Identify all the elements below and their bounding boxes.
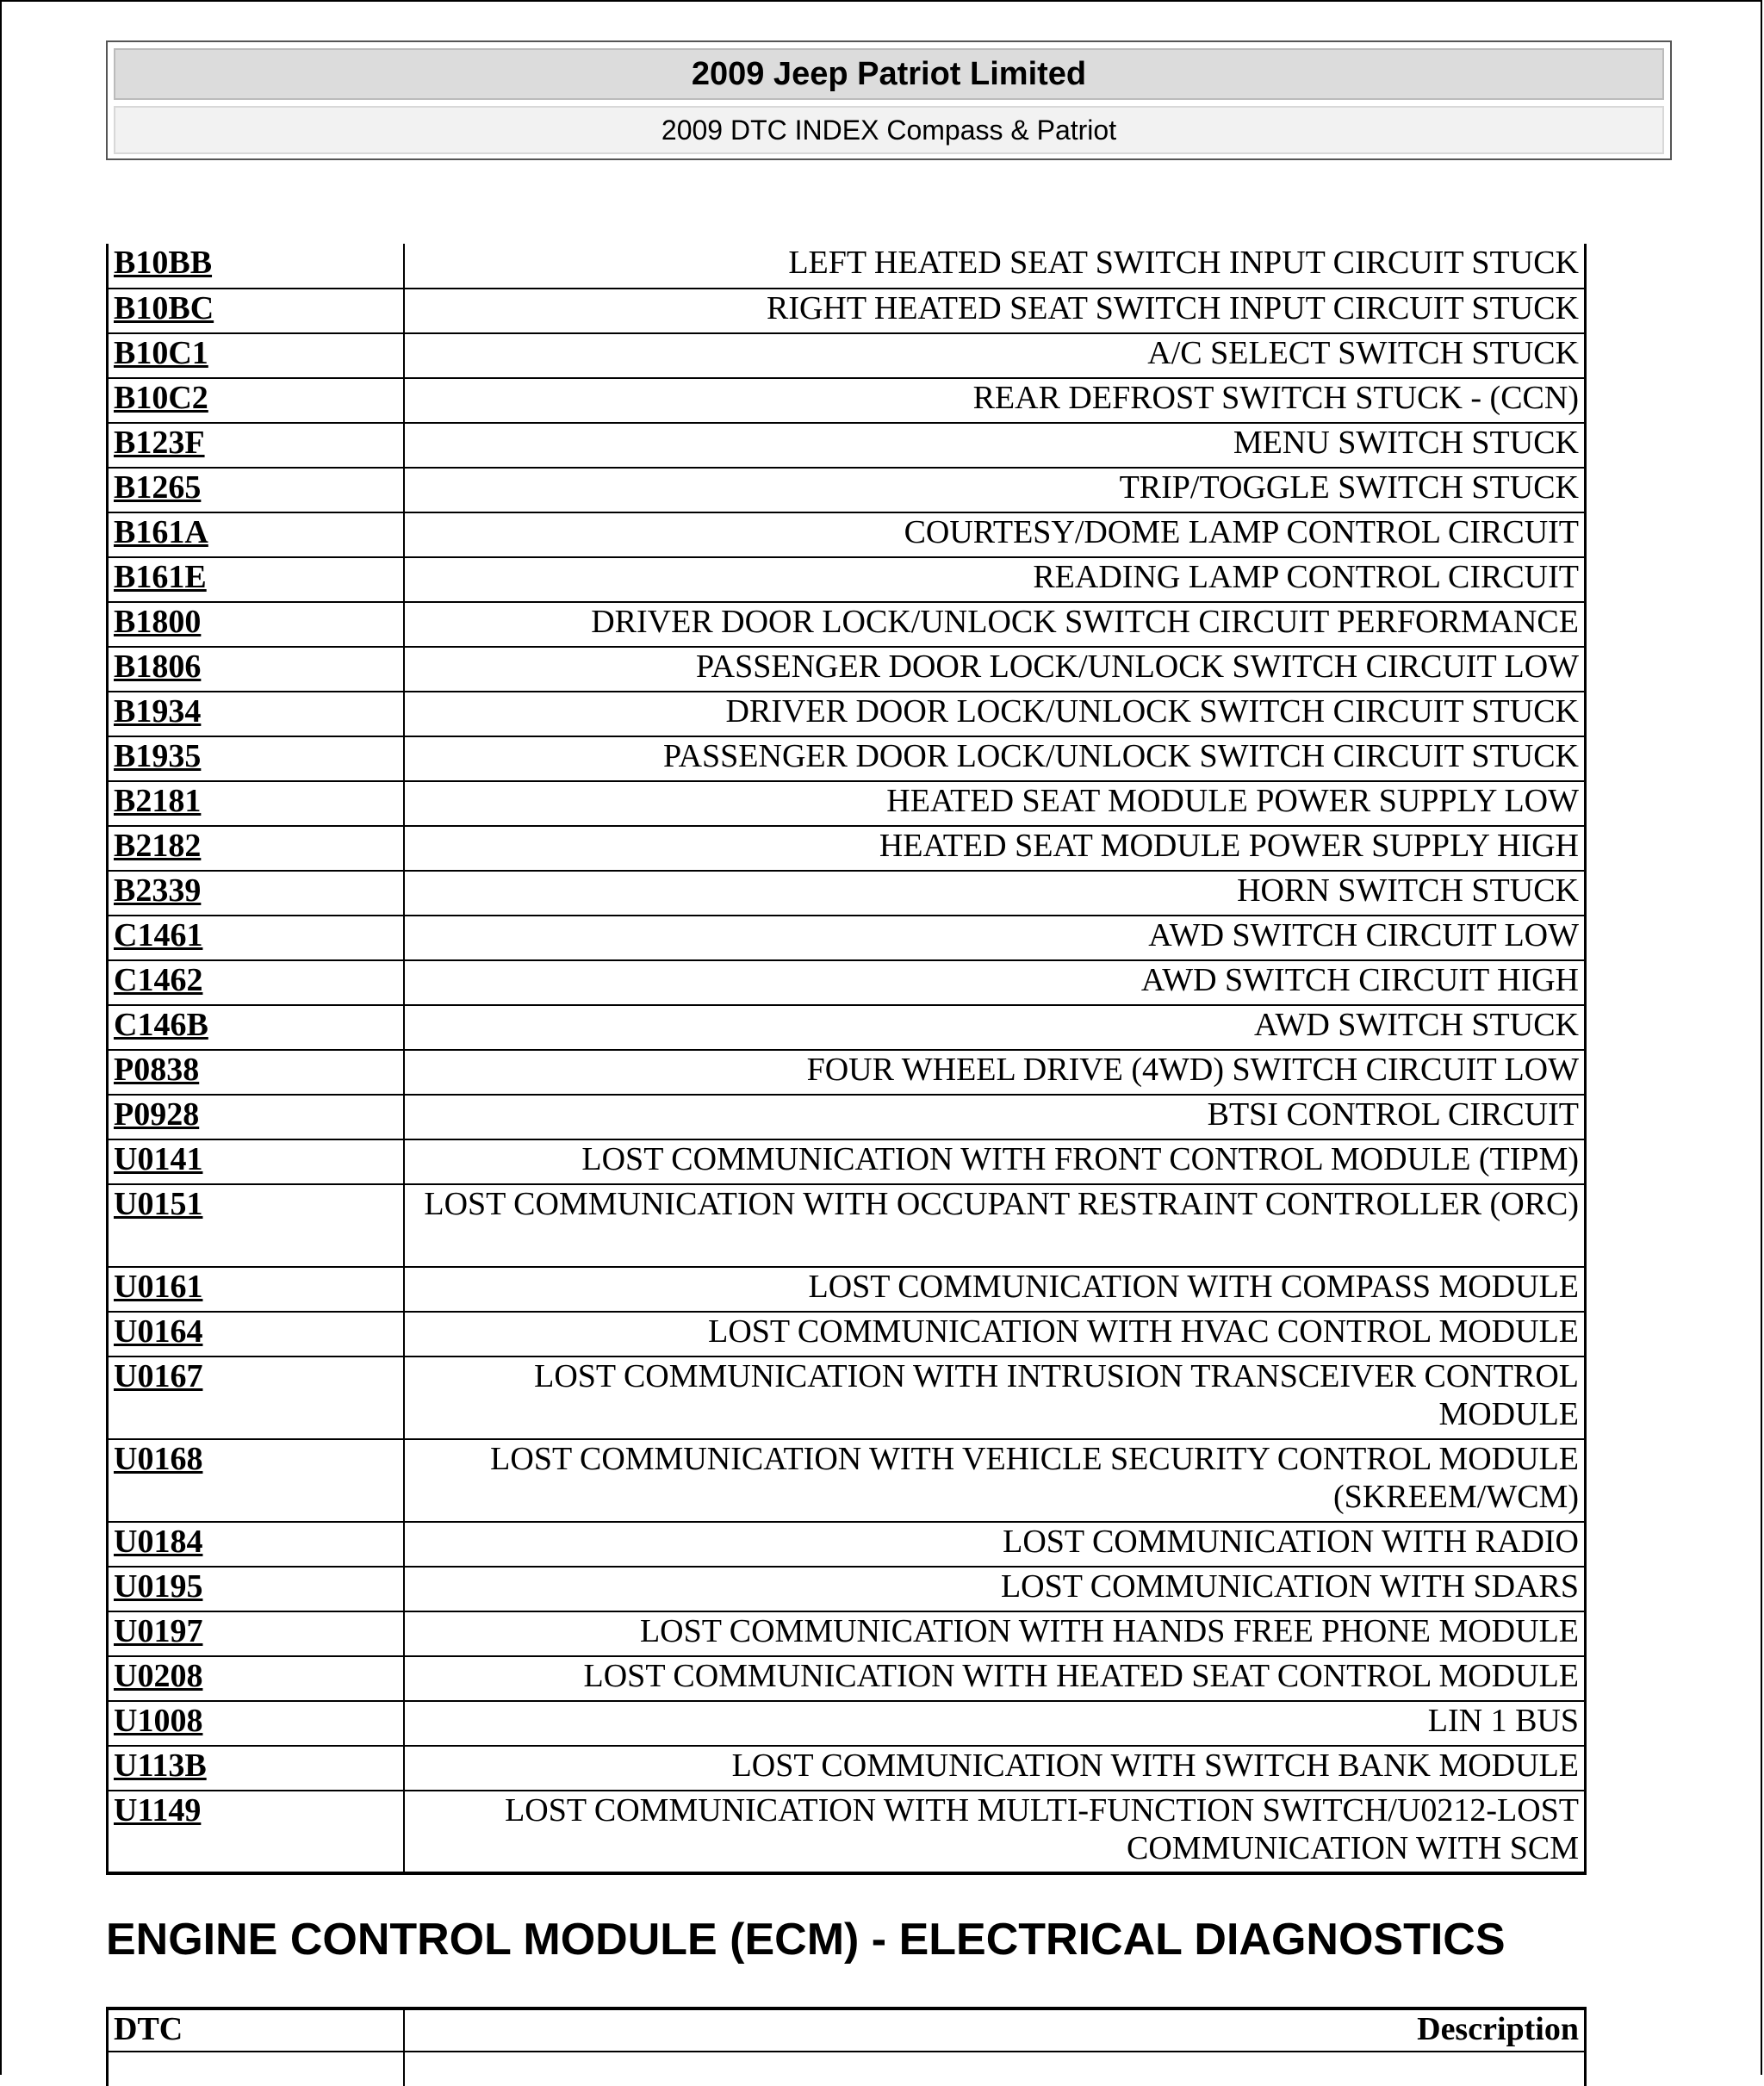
dtc-code-link[interactable]: B2339 [108,871,404,916]
table-row [108,1050,1586,1095]
dtc-code-link[interactable]: U0208 [108,1656,404,1701]
table-row [108,692,1586,736]
dtc-description: AWD SWITCH CIRCUIT HIGH [404,960,1586,1005]
table-row [108,736,1586,781]
dtc-code-link[interactable]: P0838 [108,1050,404,1095]
dtc-code-link[interactable]: B10BB [108,244,404,289]
dtc-code-link[interactable]: B2182 [108,826,404,871]
dtc-code-link[interactable]: U0164 [108,1312,404,1357]
table-row [108,468,1586,512]
dtc-description: LOST COMMUNICATION WITH OCCUPANT RESTRAINT CONTROLLER (ORC) [404,1184,1586,1267]
dtc-code-link[interactable]: C146B [108,1005,404,1050]
table-header-row [108,2008,1586,2052]
dtc-description: READING LAMP CONTROL CIRCUIT [404,557,1586,602]
table-row [108,1005,1586,1050]
dtc-code-link[interactable]: B1935 [108,736,404,781]
dtc-description: LOST COMMUNICATION WITH SWITCH BANK MODULE [404,1746,1586,1791]
dtc-description: COURTESY/DOME LAMP CONTROL CIRCUIT [404,512,1586,557]
dtc-description: PASSENGER DOOR LOCK/UNLOCK SWITCH CIRCUIT LOW [404,647,1586,692]
dtc-description: HEATED SEAT MODULE POWER SUPPLY LOW [404,781,1586,826]
table-row [108,244,1586,289]
table-row [108,1267,1586,1312]
table-row [108,916,1586,960]
dtc-description: HORN SWITCH STUCK [404,871,1586,916]
dtc-code-link[interactable]: B1806 [108,647,404,692]
dtc-description: LOST COMMUNICATION WITH VEHICLE SECURITY CONTROL MODULE (SKREEM/WCM) [404,1439,1586,1522]
dtc-code-link[interactable]: U0161 [108,1267,404,1312]
dtc-description: LOST COMMUNICATION WITH COMPASS MODULE [404,1267,1586,1312]
dtc-code-link[interactable]: U1008 [108,1701,404,1746]
table-row [108,602,1586,647]
table-row [108,423,1586,468]
dtc-description: LOST COMMUNICATION WITH INTRUSION TRANSCEIVER CONTROL MODULE [404,1357,1586,1439]
table-row [108,1567,1586,1611]
table-row [108,871,1586,916]
dtc-description: TRIP/TOGGLE SWITCH STUCK [404,468,1586,512]
dtc-table-body [108,244,1586,1873]
table-row [108,1656,1586,1701]
dtc-code-link[interactable]: B161E [108,557,404,602]
dtc-code-link[interactable]: B2181 [108,781,404,826]
dtc-description: LOST COMMUNICATION WITH HVAC CONTROL MODULE [404,1312,1586,1357]
dtc-code-link[interactable]: P0928 [108,1095,404,1139]
dtc-code-link[interactable]: U0197 [108,1611,404,1656]
dtc-code-link[interactable]: B10C2 [108,378,404,423]
document-subtitle: 2009 DTC INDEX Compass & Patriot [114,106,1664,154]
table-row [108,512,1586,557]
table-row [108,378,1586,423]
dtc-description: LOST COMMUNICATION WITH FRONT CONTROL MODULE (TIPM) [404,1139,1586,1184]
table-row [108,1139,1586,1184]
dtc-code-link[interactable]: C1462 [108,960,404,1005]
table-row [108,1701,1586,1746]
dtc-description: DRIVER DOOR LOCK/UNLOCK SWITCH CIRCUIT STUCK [404,692,1586,736]
dtc-code-link[interactable]: U0167 [108,1357,404,1439]
dtc-code-link[interactable]: U0141 [108,1139,404,1184]
dtc-code-link[interactable]: B10C1 [108,333,404,378]
table-row [108,1312,1586,1357]
ecm-dtc-table [106,2007,1587,2086]
dtc-description: AWD SWITCH STUCK [404,1005,1586,1050]
dtc-description: DRIVER DOOR LOCK/UNLOCK SWITCH CIRCUIT PERFORMANCE [404,602,1586,647]
table-row [108,1611,1586,1656]
table-row [108,289,1586,333]
dtc-code-link[interactable]: U0151 [108,1184,404,1267]
table-row [108,1746,1586,1791]
table-row [108,333,1586,378]
table-row [108,647,1586,692]
dtc-description: LOST COMMUNICATION WITH RADIO [404,1522,1586,1567]
table-row [108,960,1586,1005]
dtc-description: AWD SWITCH CIRCUIT LOW [404,916,1586,960]
dtc-code-link[interactable]: U0195 [108,1567,404,1611]
dtc-description: LEFT HEATED SEAT SWITCH INPUT CIRCUIT STUCK [404,244,1586,289]
dtc-description-cell [404,2052,1586,2086]
dtc-code-link[interactable]: C1461 [108,916,404,960]
dtc-code-link[interactable]: B10BC [108,289,404,333]
column-header-dtc: DTC [108,2008,404,2052]
dtc-code-link[interactable]: B123F [108,423,404,468]
dtc-description: LOST COMMUNICATION WITH SDARS [404,1567,1586,1611]
dtc-description: LOST COMMUNICATION WITH HANDS FREE PHONE MODULE [404,1611,1586,1656]
table-row [108,1357,1586,1439]
dtc-code-link[interactable]: U0184 [108,1522,404,1567]
table-row [108,781,1586,826]
dtc-code-link[interactable]: U0168 [108,1439,404,1522]
dtc-code-link[interactable]: B1800 [108,602,404,647]
dtc-code-link[interactable]: B1934 [108,692,404,736]
section-heading-ecm: ENGINE CONTROL MODULE (ECM) - ELECTRICAL DIAGNOSTICS [106,1915,1506,1965]
dtc-description: HEATED SEAT MODULE POWER SUPPLY HIGH [404,826,1586,871]
table-row [108,1791,1586,1873]
dtc-description: LOST COMMUNICATION WITH MULTI-FUNCTION SWITCH/U0212-LOST COMMUNICATION WITH SCM [404,1791,1586,1873]
table-row [108,826,1586,871]
dtc-description: LIN 1 BUS [404,1701,1586,1746]
dtc-description: LOST COMMUNICATION WITH HEATED SEAT CONTROL MODULE [404,1656,1586,1701]
dtc-description: REAR DEFROST SWITCH STUCK - (CCN) [404,378,1586,423]
dtc-table [106,244,1587,1875]
dtc-description: BTSI CONTROL CIRCUIT [404,1095,1586,1139]
table-row [108,1095,1586,1139]
dtc-code-link[interactable]: U113B [108,1746,404,1791]
dtc-description: RIGHT HEATED SEAT SWITCH INPUT CIRCUIT STUCK [404,289,1586,333]
table-row [108,1439,1586,1522]
dtc-code-link[interactable]: B1265 [108,468,404,512]
dtc-description: FOUR WHEEL DRIVE (4WD) SWITCH CIRCUIT LOW [404,1050,1586,1095]
dtc-description: MENU SWITCH STUCK [404,423,1586,468]
dtc-code-link[interactable]: U1149 [108,1791,404,1873]
table-row [108,2052,1586,2086]
dtc-description: A/C SELECT SWITCH STUCK [404,333,1586,378]
document-header [106,40,1672,160]
dtc-code-link[interactable]: B161A [108,512,404,557]
dtc-code-cell [108,2052,404,2086]
table-row [108,1522,1586,1567]
document-title: 2009 Jeep Patriot Limited [114,48,1664,100]
column-header-description: Description [404,2008,1586,2052]
table-row [108,1184,1586,1267]
table-row [108,557,1586,602]
dtc-description: PASSENGER DOOR LOCK/UNLOCK SWITCH CIRCUIT STUCK [404,736,1586,781]
